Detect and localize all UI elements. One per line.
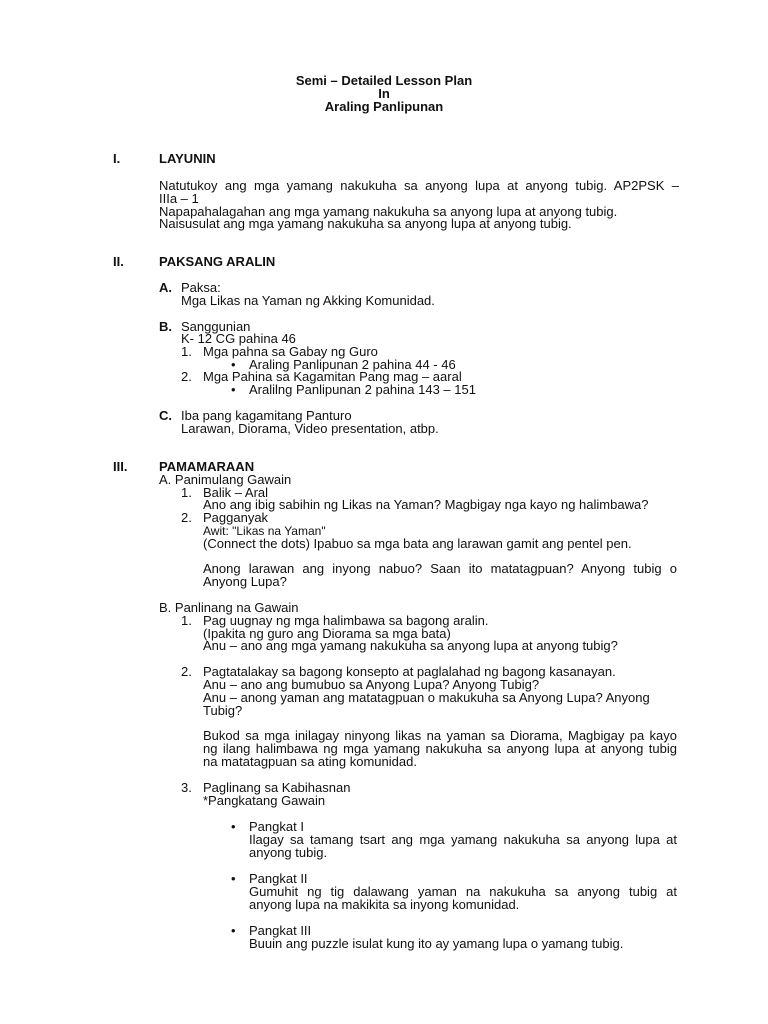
- item-label: A.: [159, 280, 172, 295]
- objective-line: Natutukoy ang mga yamang nakukuha sa anyong lupa at anyong tubig. AP2PSK –: [159, 178, 679, 193]
- list-text: ng ilang halimbawa ng mga yamang nakukuha sa anyong lupa at anyong tubig: [203, 741, 677, 756]
- list-text: Anyong Lupa?: [203, 574, 287, 589]
- list-text: na matatagpuan sa ating komunidad.: [203, 754, 417, 769]
- item-text: Larawan, Diorama, Video presentation, atbp.: [181, 421, 439, 436]
- list-text: Mga Pahina sa Kagamitan Pang mag – aaral: [203, 369, 462, 384]
- item-title: Iba pang kagamitang Panturo: [181, 408, 352, 423]
- list-title: Pag uugnay ng mga halimbawa sa bagong aralin.: [203, 613, 489, 628]
- list-text: Ano ang ibig sabihin ng Likas na Yaman? Magbigay nga kayo ng halimbawa?: [203, 497, 649, 512]
- item-title: Sanggunian: [181, 319, 251, 334]
- item-label: B.: [159, 319, 172, 334]
- list-title: Paglinang sa Kabihasnan: [203, 780, 351, 795]
- title-line-1: Semi – Detailed Lesson Plan: [295, 73, 473, 88]
- objective-line: IIIa – 1: [159, 191, 199, 206]
- list-number: 2.: [181, 369, 192, 384]
- item-text: Mga Likas na Yaman ng Akking Komunidad.: [181, 293, 435, 308]
- list-title: Balik – Aral: [203, 485, 269, 500]
- list-text: *Pangkatang Gawain: [203, 793, 326, 808]
- group-title: Pangkat II: [249, 871, 308, 886]
- objective-line: Napapahalagahan ang mga yamang nakukuha sa anyong lupa at anyong tubig.: [159, 204, 618, 219]
- list-text: Anu – ano ang mga yamang nakukuha sa anyong lupa at anyong tubig?: [203, 638, 618, 653]
- list-text: Anong larawan ang inyong nabuo? Saan ito matatagpuan? Anyong tubig o: [203, 561, 677, 576]
- bullet-text: Araling Panlipunan 2 pahina 44 - 46: [249, 357, 456, 372]
- section-heading: LAYUNIN: [159, 151, 216, 166]
- title-line-2: In: [378, 86, 390, 101]
- item-label: C.: [159, 408, 172, 423]
- list-text: Mga pahna sa Gabay ng Guro: [203, 344, 378, 359]
- item-title: Paksa:: [181, 280, 221, 295]
- list-text: Tubig?: [203, 703, 243, 718]
- item-text: K- 12 CG pahina 46: [181, 331, 296, 346]
- list-text: Awit: "Likas na Yaman": [203, 524, 326, 538]
- bullet-icon: •: [231, 923, 236, 938]
- group-text: anyong lupa na makikita sa inyong komunidad.: [249, 897, 520, 912]
- bullet-text: Aralilng Panlipunan 2 pahina 143 – 151: [249, 382, 476, 397]
- list-text: (Ipakita ng guro ang Diorama sa mga bata): [203, 626, 451, 641]
- section-heading: PAKSANG ARALIN: [159, 254, 276, 269]
- list-title: Pagtatalakay sa bagong konsepto at paglalahad ng bagong kasanayan.: [203, 664, 616, 679]
- list-text: (Connect the dots) Ipabuo sa mga bata ang larawan gamit ang pentel pen.: [203, 536, 632, 551]
- list-title: Pagganyak: [203, 510, 269, 525]
- bullet-icon: •: [231, 382, 236, 397]
- section-number: II.: [113, 254, 124, 269]
- list-number: 2.: [181, 664, 192, 679]
- objective-line: Naisusulat ang mga yamang nakukuha sa anyong lupa at anyong tubig.: [159, 216, 572, 231]
- list-number: 2.: [181, 510, 192, 525]
- section-number: III.: [113, 459, 128, 474]
- list-number: 1.: [181, 344, 192, 359]
- group-text: Gumuhit ng tig dalawang yaman na nakukuha sa anyong tubig at: [249, 884, 677, 899]
- subsection-title: A. Panimulang Gawain: [159, 472, 292, 487]
- section-number: I.: [113, 151, 121, 166]
- title-line-3: Araling Panlipunan: [324, 99, 444, 114]
- list-text: Anu – ano ang bumubuo sa Anyong Lupa? Anyong Tubig?: [203, 677, 540, 692]
- subsection-title: B. Panlinang na Gawain: [159, 600, 299, 615]
- group-text: anyong tubig.: [249, 845, 328, 860]
- list-number: 3.: [181, 780, 192, 795]
- list-number: 1.: [181, 613, 192, 628]
- group-title: Pangkat I: [249, 819, 304, 834]
- bullet-icon: •: [231, 871, 236, 886]
- group-text: Ilagay sa tamang tsart ang mga yamang nakukuha sa anyong lupa at: [249, 832, 677, 847]
- list-text: Anu – anong yaman ang matatagpuan o makukuha sa Anyong Lupa? Anyong: [203, 690, 650, 705]
- bullet-icon: •: [231, 357, 236, 372]
- group-title: Pangkat III: [249, 923, 312, 938]
- list-number: 1.: [181, 485, 192, 500]
- bullet-icon: •: [231, 819, 236, 834]
- list-text: Bukod sa mga inilagay ninyong likas na yaman sa Diorama, Magbigay pa kayo: [203, 728, 677, 743]
- section-heading: PAMAMARAAN: [159, 459, 255, 474]
- group-text: Buuin ang puzzle isulat kung ito ay yamang lupa o yamang tubig.: [249, 936, 624, 951]
